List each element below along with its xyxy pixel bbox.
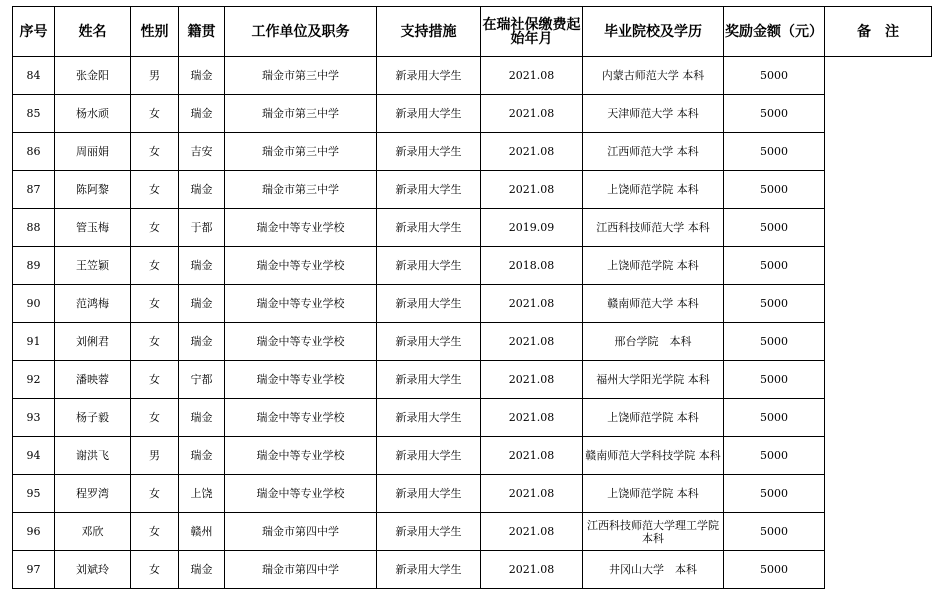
table-row	[13, 361, 932, 399]
cell-work-unit: 瑞金中等专业学校	[225, 475, 377, 513]
cell-name: 周丽娟	[55, 133, 131, 171]
cell-date: 2021.08	[481, 285, 583, 323]
cell-index: 93	[13, 399, 55, 437]
cell-gender: 女	[131, 475, 179, 513]
cell-gender: 男	[131, 57, 179, 95]
cell-index: 86	[13, 133, 55, 171]
cell-support: 新录用大学生	[377, 133, 481, 171]
cell-native: 瑞金	[179, 437, 225, 475]
cell-reward: 5000	[724, 247, 825, 285]
table-row	[13, 171, 932, 209]
cell-remarks	[825, 247, 932, 285]
header-social-security: 在瑞社保缴费起始年月	[481, 7, 583, 57]
cell-support: 新录用大学生	[377, 209, 481, 247]
cell-reward: 5000	[724, 361, 825, 399]
cell-native: 瑞金	[179, 171, 225, 209]
cell-date: 2021.08	[481, 361, 583, 399]
cell-remarks	[825, 323, 932, 361]
cell-reward: 5000	[724, 285, 825, 323]
cell-gender: 女	[131, 247, 179, 285]
cell-work-unit: 瑞金市第三中学	[225, 171, 377, 209]
cell-support: 新录用大学生	[377, 285, 481, 323]
cell-support: 新录用大学生	[377, 399, 481, 437]
cell-work-unit: 瑞金中等专业学校	[225, 209, 377, 247]
header-name: 姓名	[55, 7, 131, 57]
cell-name: 陈阿黎	[55, 171, 131, 209]
cell-date: 2018.08	[481, 247, 583, 285]
header-school: 毕业院校及学历	[583, 7, 724, 57]
header-reward: 奖励金额（元）	[724, 7, 825, 57]
cell-gender: 女	[131, 551, 179, 589]
cell-work-unit: 瑞金中等专业学校	[225, 437, 377, 475]
table-row	[13, 247, 932, 285]
table-row	[13, 133, 932, 171]
cell-index: 92	[13, 361, 55, 399]
cell-date: 2019.09	[481, 209, 583, 247]
cell-work-unit: 瑞金市第三中学	[225, 95, 377, 133]
cell-remarks	[825, 399, 932, 437]
cell-date: 2021.08	[481, 475, 583, 513]
cell-support: 新录用大学生	[377, 95, 481, 133]
cell-date: 2021.08	[481, 551, 583, 589]
cell-remarks	[825, 57, 932, 95]
cell-index: 85	[13, 95, 55, 133]
cell-name: 杨子毅	[55, 399, 131, 437]
header-remarks: 备 注	[825, 7, 932, 57]
cell-date: 2021.08	[481, 171, 583, 209]
cell-name: 刘俐君	[55, 323, 131, 361]
cell-gender: 女	[131, 361, 179, 399]
cell-index: 84	[13, 57, 55, 95]
cell-reward: 5000	[724, 133, 825, 171]
cell-work-unit: 瑞金中等专业学校	[225, 361, 377, 399]
cell-work-unit: 瑞金市第四中学	[225, 551, 377, 589]
cell-work-unit: 瑞金市第三中学	[225, 133, 377, 171]
cell-date: 2021.08	[481, 323, 583, 361]
cell-index: 97	[13, 551, 55, 589]
cell-school: 赣南师范大学科技学院 本科	[583, 437, 724, 475]
cell-name: 范鸿梅	[55, 285, 131, 323]
table-row	[13, 323, 932, 361]
table-row	[13, 285, 932, 323]
cell-name: 王笠颖	[55, 247, 131, 285]
cell-index: 88	[13, 209, 55, 247]
cell-reward: 5000	[724, 475, 825, 513]
cell-support: 新录用大学生	[377, 247, 481, 285]
cell-native: 赣州	[179, 513, 225, 551]
cell-native: 瑞金	[179, 285, 225, 323]
cell-name: 刘斌玲	[55, 551, 131, 589]
cell-work-unit: 瑞金市第四中学	[225, 513, 377, 551]
cell-work-unit: 瑞金中等专业学校	[225, 285, 377, 323]
table-row	[13, 57, 932, 95]
cell-remarks	[825, 475, 932, 513]
table-body	[13, 57, 932, 589]
header-support: 支持措施	[377, 7, 481, 57]
cell-school: 天津师范大学 本科	[583, 95, 724, 133]
cell-remarks	[825, 285, 932, 323]
cell-gender: 女	[131, 133, 179, 171]
cell-remarks	[825, 209, 932, 247]
cell-school: 赣南师范大学 本科	[583, 285, 724, 323]
cell-name: 程罗湾	[55, 475, 131, 513]
cell-school: 上饶师范学院 本科	[583, 475, 724, 513]
cell-index: 95	[13, 475, 55, 513]
cell-native: 瑞金	[179, 399, 225, 437]
cell-name: 杨水顽	[55, 95, 131, 133]
cell-support: 新录用大学生	[377, 57, 481, 95]
cell-school: 江西科技师范大学理工学院本科	[583, 513, 724, 551]
cell-name: 邓欣	[55, 513, 131, 551]
table-row	[13, 551, 932, 589]
talent-subsidy-table	[12, 6, 932, 589]
cell-index: 87	[13, 171, 55, 209]
cell-name: 谢洪飞	[55, 437, 131, 475]
cell-support: 新录用大学生	[377, 513, 481, 551]
cell-school: 内蒙古师范大学 本科	[583, 57, 724, 95]
cell-reward: 5000	[724, 171, 825, 209]
cell-native: 瑞金	[179, 323, 225, 361]
cell-remarks	[825, 551, 932, 589]
cell-native: 瑞金	[179, 57, 225, 95]
cell-support: 新录用大学生	[377, 437, 481, 475]
cell-index: 96	[13, 513, 55, 551]
cell-school: 井冈山大学 本科	[583, 551, 724, 589]
cell-reward: 5000	[724, 399, 825, 437]
cell-gender: 女	[131, 323, 179, 361]
cell-name: 张金阳	[55, 57, 131, 95]
table-row	[13, 475, 932, 513]
cell-index: 91	[13, 323, 55, 361]
cell-name: 管玉梅	[55, 209, 131, 247]
cell-support: 新录用大学生	[377, 171, 481, 209]
header-gender: 性别	[131, 7, 179, 57]
table-row	[13, 95, 932, 133]
table-row	[13, 209, 932, 247]
cell-native: 上饶	[179, 475, 225, 513]
cell-gender: 女	[131, 399, 179, 437]
cell-remarks	[825, 133, 932, 171]
cell-index: 89	[13, 247, 55, 285]
cell-date: 2021.08	[481, 133, 583, 171]
cell-native: 宁都	[179, 361, 225, 399]
cell-support: 新录用大学生	[377, 323, 481, 361]
cell-index: 94	[13, 437, 55, 475]
header-index: 序号	[13, 7, 55, 57]
cell-school: 邢台学院 本科	[583, 323, 724, 361]
cell-reward: 5000	[724, 513, 825, 551]
cell-reward: 5000	[724, 323, 825, 361]
cell-native: 瑞金	[179, 247, 225, 285]
cell-native: 瑞金	[179, 95, 225, 133]
cell-native: 瑞金	[179, 551, 225, 589]
cell-remarks	[825, 171, 932, 209]
table-row	[13, 437, 932, 475]
cell-date: 2021.08	[481, 399, 583, 437]
cell-work-unit: 瑞金中等专业学校	[225, 399, 377, 437]
cell-date: 2021.08	[481, 57, 583, 95]
table-row	[13, 399, 932, 437]
cell-date: 2021.08	[481, 513, 583, 551]
cell-work-unit: 瑞金中等专业学校	[225, 323, 377, 361]
cell-reward: 5000	[724, 95, 825, 133]
cell-native: 吉安	[179, 133, 225, 171]
cell-date: 2021.08	[481, 437, 583, 475]
cell-remarks	[825, 513, 932, 551]
header-native: 籍贯	[179, 7, 225, 57]
cell-reward: 5000	[724, 437, 825, 475]
cell-date: 2021.08	[481, 95, 583, 133]
cell-remarks	[825, 361, 932, 399]
cell-support: 新录用大学生	[377, 361, 481, 399]
table-row	[13, 513, 932, 551]
cell-work-unit: 瑞金中等专业学校	[225, 247, 377, 285]
cell-gender: 女	[131, 285, 179, 323]
cell-support: 新录用大学生	[377, 551, 481, 589]
cell-school: 江西师范大学 本科	[583, 133, 724, 171]
cell-support: 新录用大学生	[377, 475, 481, 513]
cell-school: 上饶师范学院 本科	[583, 399, 724, 437]
cell-reward: 5000	[724, 551, 825, 589]
cell-school: 上饶师范学院 本科	[583, 171, 724, 209]
cell-remarks	[825, 437, 932, 475]
cell-reward: 5000	[724, 57, 825, 95]
cell-remarks	[825, 95, 932, 133]
cell-name: 潘映蓉	[55, 361, 131, 399]
header-work-unit: 工作单位及职务	[225, 7, 377, 57]
cell-gender: 女	[131, 171, 179, 209]
cell-work-unit: 瑞金市第三中学	[225, 57, 377, 95]
cell-native: 于都	[179, 209, 225, 247]
cell-school: 江西科技师范大学 本科	[583, 209, 724, 247]
cell-gender: 女	[131, 95, 179, 133]
cell-gender: 女	[131, 209, 179, 247]
cell-school: 上饶师范学院 本科	[583, 247, 724, 285]
cell-index: 90	[13, 285, 55, 323]
cell-reward: 5000	[724, 209, 825, 247]
header-row	[13, 7, 932, 57]
cell-school: 福州大学阳光学院 本科	[583, 361, 724, 399]
cell-gender: 女	[131, 513, 179, 551]
cell-gender: 男	[131, 437, 179, 475]
